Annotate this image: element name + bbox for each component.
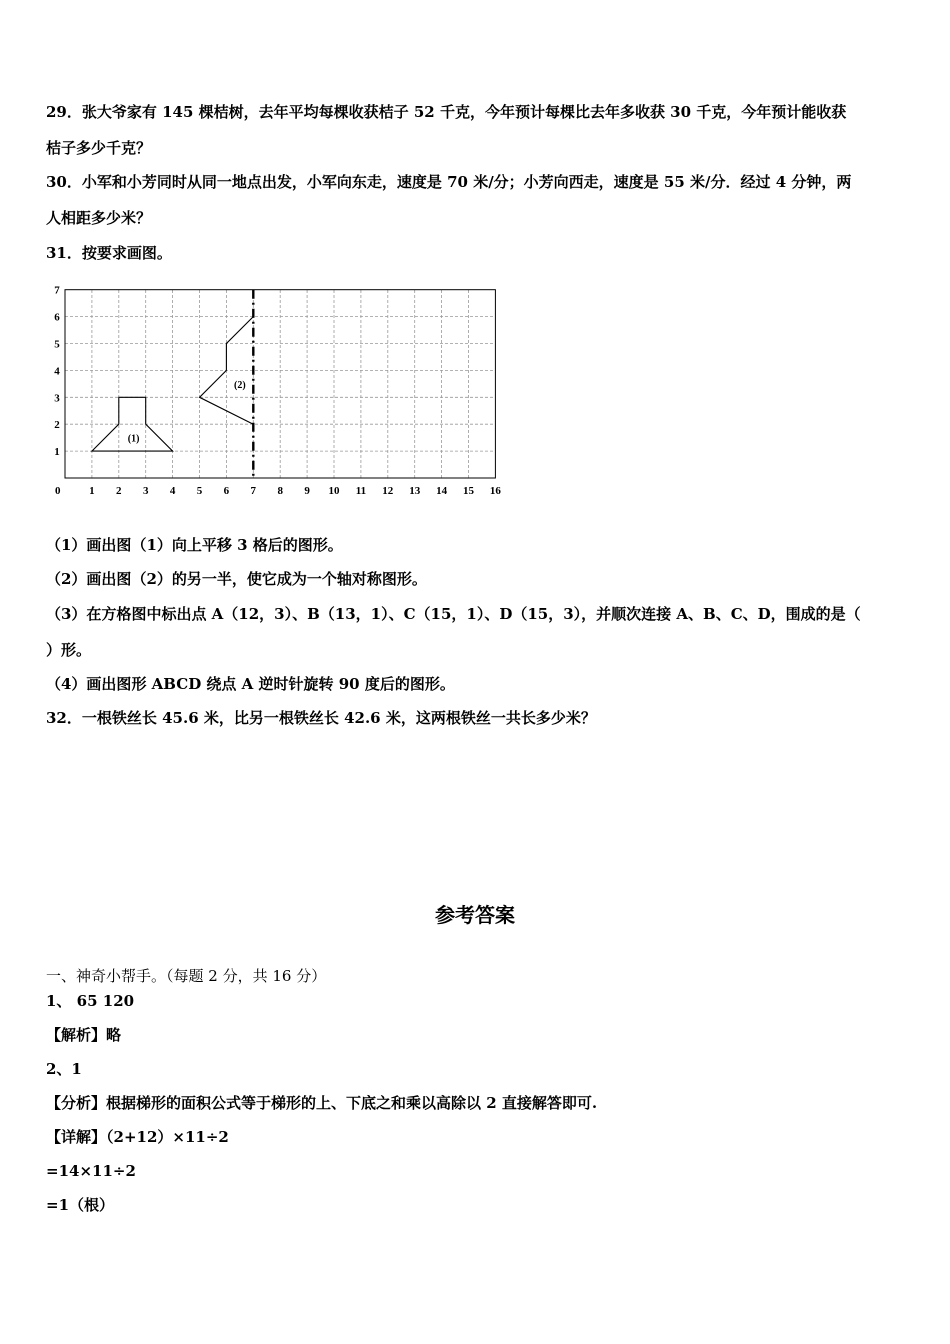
x-tick-label: 10 <box>328 485 340 497</box>
answer-2-step-2: =1（根） <box>46 1196 115 1214</box>
answer-2-detail: 【详解】（2+12）×11÷2 <box>46 1128 229 1146</box>
x-tick-label: 12 <box>382 485 394 497</box>
answers-heading: 参考答案 <box>435 903 515 927</box>
question-31-sub-4: （4）画出图形 ABCD 绕点 A 逆时针旋转 90 度后的图形。 <box>46 675 455 693</box>
y-tick-label: 7 <box>54 284 60 297</box>
y-tick-label: 2 <box>54 419 60 432</box>
question-29-line-2: 桔子多少千克？ <box>46 139 152 157</box>
x-tick-label: 2 <box>116 485 122 497</box>
x-tick-label: 13 <box>409 485 421 497</box>
answers-section-1-title: 一、神奇小帮手。（每题 2 分，共 16 分） <box>46 967 327 985</box>
x-tick-label: 4 <box>169 485 176 497</box>
question-31-sub-3-line-1: （3）在方格图中标出点 A（12，3）、B（13，1）、C（15，1）、D（15，3），并顺次连接 A、B、C、D，围成的是（ <box>46 605 861 623</box>
x-tick-label: 16 <box>489 485 501 497</box>
x-tick-label: 1 <box>89 485 95 497</box>
x-tick-label: 14 <box>436 485 448 497</box>
answer-1-analysis: 【解析】略 <box>46 1026 122 1044</box>
y-tick-label: 4 <box>54 365 60 378</box>
question-30-line-2: 人相距多少米？ <box>46 209 152 227</box>
shape-2-label: (2) <box>234 379 246 391</box>
question-30-line-1: 30．小军和小芳同时从同一地点出发，小军向东走，速度是 70 米/分；小芳向西走，速度是 55 米/分．经过 4 分钟，两 <box>46 173 852 191</box>
y-tick-label: 3 <box>54 392 60 405</box>
x-tick-label: 6 <box>223 485 230 497</box>
y-tick-label: 5 <box>54 338 60 351</box>
grid-lines <box>65 290 495 478</box>
x-tick-label: 8 <box>277 485 283 497</box>
x-tick-label: 15 <box>463 485 474 497</box>
answer-1: 1、 65 120 <box>46 992 135 1010</box>
question-32: 32．一根铁丝长 45.6 米，比另一根铁丝长 42.6 米，这两根铁丝一共长多少米？ <box>46 709 596 727</box>
y-tick-label: 6 <box>54 311 60 324</box>
x-tick-label: 9 <box>304 485 310 497</box>
y-tick-label: 1 <box>54 446 60 459</box>
x-tick-label: 11 <box>355 485 367 497</box>
x-tick-label: 3 <box>142 485 149 497</box>
question-31-sub-1: （1）画出图（1）向上平移 3 格后的图形。 <box>46 536 343 554</box>
answer-2-analysis: 【分析】根据梯形的面积公式等于梯形的上、下底之和乘以高除以 2 直接解答即可. <box>46 1094 598 1112</box>
x-tick-label: 5 <box>196 485 203 497</box>
question-29-line-1: 29．张大爷家有 145 棵桔树，去年平均每棵收获桔子 52 千克，今年预计每棵比去年多收获 30 千克，今年预计能收获 <box>46 103 847 121</box>
origin-label: 0 <box>55 485 61 497</box>
answer-2: 2、1 <box>46 1060 82 1078</box>
question-31-sub-3-line-2: ）形。 <box>46 641 92 659</box>
answer-2-step-1: =14×11÷2 <box>46 1162 136 1180</box>
question-31-sub-2: （2）画出图（2）的另一半，使它成为一个轴对称图形。 <box>46 570 427 588</box>
coordinate-grid-figure <box>40 276 510 506</box>
x-tick-label: 7 <box>250 485 257 497</box>
shape-1-label: (1) <box>127 433 140 445</box>
question-31-title: 31．按要求画图。 <box>46 244 172 262</box>
